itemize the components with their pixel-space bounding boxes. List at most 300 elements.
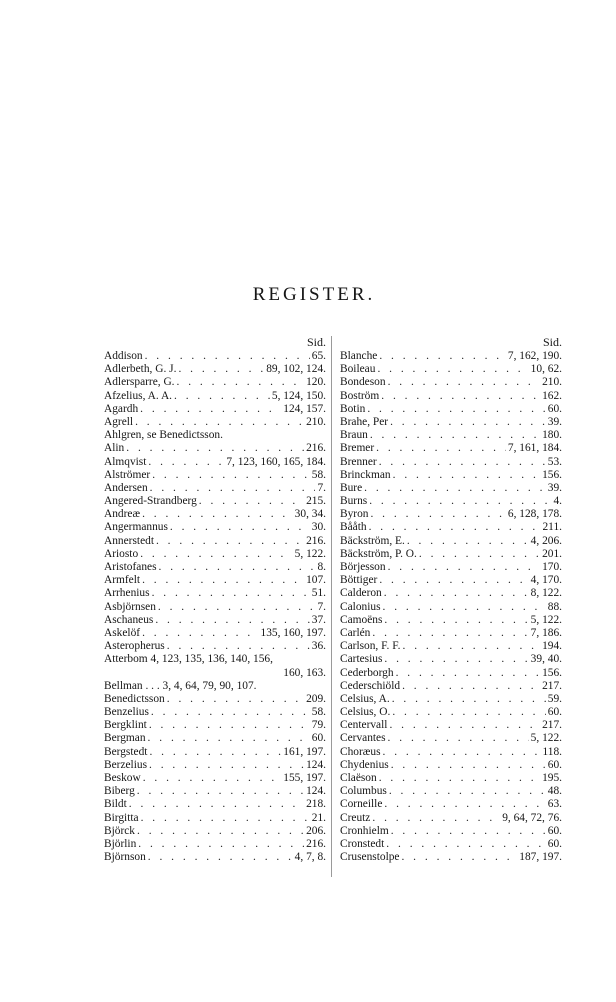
index-entry [340,798,562,811]
index-entry [104,798,326,811]
entry-name: Brinckman [340,468,391,481]
index-entry [104,693,326,706]
entry-name: Brenner [340,455,377,468]
left-column-header: Sid. [306,335,326,349]
right-column-header: Sid. [542,335,562,349]
index-entry [104,495,326,508]
entry-name: Björnson [104,851,146,864]
entry-name: Agrell [104,415,134,428]
index-entry [340,680,562,693]
entry-name: Bure [340,481,363,494]
leader-dots [142,574,304,587]
index-entry [104,746,326,759]
entry-pages: 180. [542,429,562,442]
entry-pages: 58. [311,468,326,481]
entry-name: Bergklint [104,719,147,732]
index-entry [340,719,562,732]
entry-name: Bildt [104,798,127,811]
leader-dots [381,390,540,403]
entry-name: Boström [340,389,380,402]
left-column [104,335,326,864]
leader-dots [372,812,500,825]
entry-pages: 39, 40. [530,653,562,666]
entry-pages: 7, 161, 184. [507,442,562,455]
entry-name: Cederschiöld [340,679,401,692]
index-entry [340,403,562,416]
entry-name: Botin [340,402,366,415]
leader-dots [178,363,264,376]
entry-name: Chydenius [340,758,389,771]
leader-dots [129,798,304,811]
index-entry [340,785,562,798]
entry-name: Cartesius [340,653,383,666]
leader-dots [174,390,270,403]
entry-name: Afzelius, A. A. [104,389,173,402]
index-entry [340,535,562,548]
index-entry [340,416,562,429]
index-entry [104,732,326,745]
entry-name: Björck [104,824,136,837]
index-entry [340,851,562,864]
entry-pages: 161, 197. [283,745,326,758]
leader-dots [143,772,282,785]
entry-name: Börjesson [340,561,386,573]
index-entry [340,508,562,521]
leader-dots [137,825,304,838]
entry-pages: 7, 123, 160, 165, 184. [226,455,326,468]
entry-pages: 7. [317,481,326,494]
leader-dots [145,350,310,363]
leader-dots [152,587,310,600]
entry-name: Boileau [340,363,376,376]
entry-pages: 206. [306,824,326,837]
entry-pages: 216. [306,837,326,850]
index-entry [340,587,562,600]
entry-pages: 53. [547,455,562,468]
entry-pages: 187, 197. [519,851,562,864]
leader-dots [388,732,529,745]
entry-pages: 65. [311,350,326,362]
entry-pages: 217. [542,719,562,732]
leader-dots [384,798,545,811]
index-entry [340,442,562,455]
entry-name: Choræus [340,745,381,758]
index-entry [104,376,326,389]
leader-dots [141,812,310,825]
entry-name: Brahe, Per [340,415,389,428]
index-entry [340,706,562,719]
entry-pages: 10, 62. [530,363,562,376]
entry-name: Arrhenius [104,587,150,600]
index-entry [104,508,326,521]
entry-pages: 30. [311,521,326,534]
index-entry [340,390,562,403]
index-entry [104,680,326,693]
index-entry [340,838,562,851]
leader-dots [148,456,224,469]
entry-pages: 79. [311,719,326,732]
entry-name: Andreæ [104,508,141,521]
entry-name: Askelöf [104,626,141,639]
entry-name: Birgitta [104,811,139,824]
index-entry [104,851,326,864]
leader-dots [391,759,546,772]
entry-pages: 5, 122. [530,732,562,745]
entry-name: Addison [104,350,143,362]
entry-pages: 120. [306,376,326,389]
entry-name: Cronhielm [340,824,389,837]
entry-name: Asteropherus [104,640,165,653]
index-entry [104,442,326,455]
index-entry [340,521,562,534]
leader-dots [367,403,545,416]
index-entry [104,535,326,548]
index-entry [104,429,326,442]
leader-dots [149,719,310,732]
index-entry [340,653,562,666]
leader-dots [383,746,541,759]
entry-name: Blanche [340,350,378,362]
entry-name: Biberg [104,785,135,798]
index-entry [340,640,562,653]
leader-dots [148,851,293,864]
entry-pages: 124. [306,758,326,771]
entry-name: Bergstedt [104,745,148,758]
leader-dots [364,482,546,495]
index-entry [340,759,562,772]
leader-dots [159,561,316,574]
index-entry [104,561,326,574]
entry-name: Alin [104,442,125,455]
leader-dots [142,508,293,521]
index-entry [340,376,562,389]
leader-dots [156,535,304,548]
entry-pages: 4, 170. [530,574,562,587]
entry-pages: 155, 197. [283,772,326,784]
leader-dots [388,561,540,574]
index-entry [340,574,562,587]
index-entry [104,363,326,376]
entry-name: Bäckström, E. [340,534,405,547]
page-title: REGISTER. [252,284,376,305]
entry-pages: 216. [306,534,326,547]
leader-dots [199,495,304,508]
leader-dots [369,521,541,534]
leader-dots [138,838,304,851]
leader-dots [386,838,545,851]
index-entry [104,548,326,561]
leader-dots [376,442,506,455]
entry-name: Bellman . . . 3, 4, 64, 79, 90, 107. [104,679,257,692]
entry-name: Beskow [104,772,141,784]
entry-pages: 37. [311,613,326,626]
leader-dots [389,785,546,798]
index-entry [104,350,326,363]
entry-name: Braun [340,429,368,442]
index-entry [104,838,326,851]
index-entry [104,521,326,534]
entry-pages: 21. [311,811,326,824]
leader-dots [177,376,305,389]
leader-dots [126,442,304,455]
leader-dots [392,693,546,706]
index-entry [340,732,562,745]
entry-name: Bremer [340,442,375,455]
index-entry [104,627,326,640]
index-entry [104,614,326,627]
index-entry [340,601,562,614]
leader-dots [370,508,505,521]
entry-pages: 88. [547,600,562,613]
entry-name: Centervall [340,719,388,732]
leader-dots [393,469,540,482]
index-entry-continuation [104,667,326,680]
entry-pages: 215. [306,495,326,508]
entry-name: Carlén [340,626,371,639]
entry-name: Burns [340,495,368,508]
entry-name: Calderon [340,587,382,600]
entry-name: Celsius, O. [340,706,391,719]
leader-dots [419,548,540,561]
index-entry [104,825,326,838]
index-entry [104,812,326,825]
entry-name: Annerstedt [104,534,154,547]
entry-pages: 195. [542,772,562,784]
entry-pages: 9, 64, 72, 76. [502,811,562,824]
entry-pages: 201. [542,547,562,560]
entry-pages: 217. [542,679,562,692]
leader-dots [390,416,546,429]
entry-pages: 39. [547,415,562,428]
leader-dots [140,403,281,416]
entry-pages: 60. [547,824,562,837]
entry-name: Byron [340,508,369,521]
leader-dots [384,587,529,600]
index-entry [104,574,326,587]
entry-pages: 60. [547,837,562,850]
leader-dots [403,640,541,653]
entry-name: Alströmer [104,468,151,481]
leader-dots [151,706,310,719]
leader-dots [407,535,529,548]
entry-pages: 59. [547,692,562,705]
leader-dots [170,521,310,534]
index-entry [104,601,326,614]
entry-pages: 216. [306,442,326,455]
leader-dots [396,667,540,680]
index-entry [340,746,562,759]
leader-dots [384,653,528,666]
index-entry [340,456,562,469]
entry-name: Corneille [340,798,383,811]
entry-pages: 60. [547,402,562,415]
entry-pages: 36. [311,640,326,653]
entry-name: Cronstedt [340,837,385,850]
entry-name: Adlerbeth, G. J. [104,363,177,376]
index-entry [340,482,562,495]
leader-dots [372,627,528,640]
index-entry [340,614,562,627]
entry-pages: 7. [317,600,326,613]
index-entry [104,706,326,719]
entry-name: Agardh [104,402,139,415]
entry-pages: 5, 122. [530,613,562,626]
leader-dots [155,614,309,627]
entry-name: Atterbom 4, 123, 135, 136, 140, 156, [104,653,273,666]
entry-name: Bergman [104,732,146,745]
entry-name: Angermannus [104,521,168,534]
entry-name: Bååth [340,521,367,534]
index-entry [104,390,326,403]
entry-pages: 218. [306,798,326,811]
entry-pages: 135, 160, 197. [260,626,326,639]
leader-dots [379,456,546,469]
entry-name: Armfelt [104,574,141,587]
index-entry [340,772,562,785]
index-entry [340,429,562,442]
entry-name: Böttiger [340,574,378,587]
right-column [340,335,562,864]
index-entry [104,587,326,600]
entry-pages: 107. [306,574,326,587]
entry-name: Ahlgren, se Benedictsson. [104,429,223,442]
leader-dots [135,416,304,429]
entry-name: Cederborgh [340,666,394,679]
entry-name: Calonius [340,600,381,613]
index-entry [340,627,562,640]
leader-dots [388,376,540,389]
leader-dots [158,601,316,614]
leader-dots [167,693,304,706]
entry-name: Almqvist [104,455,147,468]
leader-dots [152,469,310,482]
index-entry [104,482,326,495]
index-entry [104,653,326,666]
entry-name: Carlson, F. F. [340,640,401,653]
entry-name: Andersen [104,481,148,494]
entry-name: Aschaneus [104,613,154,626]
entry-pages: 124. [306,785,326,798]
entry-pages: 210. [542,376,562,389]
entry-pages: 60. [547,706,562,719]
index-entry [104,456,326,469]
entry-name: Celsius, A. [340,692,390,705]
index-entry [340,825,562,838]
entry-pages: 124, 157. [283,402,326,415]
index-entry [340,363,562,376]
right-entry-list [340,350,562,864]
entry-pages: 4, 7, 8. [294,851,326,864]
entry-pages: 162. [542,389,562,402]
entry-pages: 89, 102, 124. [266,363,326,376]
entry-pages: 156. [542,468,562,481]
leader-dots [379,574,528,587]
leader-dots [149,759,304,772]
entry-name: Columbus [340,785,387,798]
index-entry [104,719,326,732]
leader-dots [384,614,528,627]
index-entry [340,667,562,680]
leader-dots [149,746,281,759]
entry-pages: 60. [547,758,562,771]
entry-pages: 6, 128, 178. [507,508,562,521]
leader-dots [379,350,506,363]
entry-pages: 48. [547,785,562,798]
leader-dots [148,732,310,745]
entry-name: Crusenstolpe [340,851,400,864]
index-entry [340,469,562,482]
index-entry [104,469,326,482]
entry-name: Benedictsson [104,692,165,705]
leader-dots [370,429,540,442]
entry-pages: 209. [306,692,326,705]
entry-pages: 5, 124, 150. [271,389,326,402]
entry-name: Adlersparre, G. [104,376,175,389]
column-divider [331,336,332,877]
leader-dots [401,851,517,864]
entry-name: Claëson [340,772,377,784]
leader-dots [391,825,546,838]
entry-pages: 51. [311,587,326,600]
index-entry [104,772,326,785]
entry-name: Bäckström, P. O. [340,547,417,560]
index-entry [104,416,326,429]
entry-pages: 211. [542,521,562,534]
entry-pages: 8. [317,561,326,573]
leader-dots [167,640,310,653]
entry-pages: 4, 206. [530,534,562,547]
leader-dots [150,482,316,495]
entry-pages: 58. [311,706,326,719]
entry-pages: 60. [311,732,326,745]
leader-dots [402,680,540,693]
entry-pages: 4. [553,495,562,508]
entry-pages: 118. [542,745,562,758]
entry-name: Camoëns [340,613,383,626]
entry-name: Bondeson [340,376,386,389]
entry-pages: 63. [547,798,562,811]
index-entry [340,812,562,825]
entry-pages: 8, 122. [530,587,562,600]
index-entry [340,561,562,574]
leader-dots [369,495,551,508]
entry-pages: 210. [306,415,326,428]
entry-pages: 30, 34. [294,508,326,521]
index-entry [104,640,326,653]
entry-name: Berzelius [104,758,148,771]
entry-name: Benzelius [104,706,149,719]
entry-name: Creutz [340,811,371,824]
entry-pages: 170. [542,561,562,573]
index-entry [104,785,326,798]
leader-dots [142,627,258,640]
entry-pages: 39. [547,481,562,494]
leader-dots [140,548,292,561]
leader-dots [389,719,540,732]
leader-dots [383,601,546,614]
entry-pages: 5, 122. [294,547,326,560]
entry-name: Björlin [104,837,137,850]
entry-pages: 7, 186. [530,626,562,639]
leader-dots [392,706,545,719]
index-entry [340,693,562,706]
left-entry-list [104,350,326,864]
entry-pages: 156. [542,666,562,679]
index-entry [340,548,562,561]
index-entry [340,350,562,363]
entry-name: Angered-Strandberg [104,495,197,508]
entry-name: Cervantes [340,732,386,745]
